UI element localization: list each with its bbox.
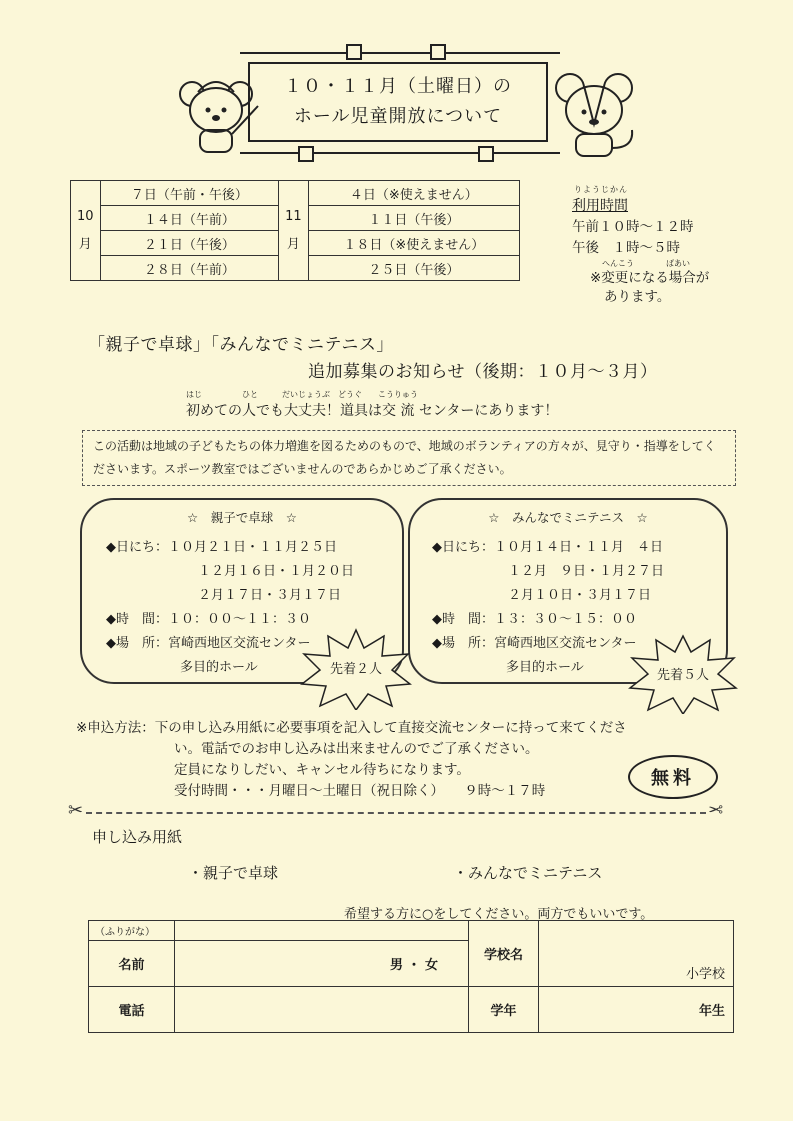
tennis-dates: ◆日にち：１０月１４日・１１月 ４日	[432, 540, 663, 555]
ruby-text: はじ ひと だいじょうぶ どうぐ こうりゅう	[186, 390, 418, 399]
page-title	[248, 62, 548, 142]
scissors-icon: ✂	[68, 800, 84, 821]
date-cell: １１日（午後）	[308, 206, 519, 231]
ruby-text: りようじかん	[574, 185, 628, 194]
usage-note: ※変更になる場合が	[590, 270, 710, 286]
tennis-title: ☆ みんなでミニテニス ☆	[488, 510, 648, 525]
recruit-subtitle: 追加募集のお知らせ（後期：１０月～３月）	[308, 362, 658, 382]
pingpong-dates: ◆日にち：１０月２１日・１１月２５日	[106, 540, 337, 555]
pingpong-place-detail: 多目的ホール	[180, 660, 258, 675]
tennis-time: ◆時 間：１３：３０～１５：００	[432, 612, 637, 627]
school-label: 学校名	[469, 921, 539, 987]
apply-line: い。電話でのお申し込みは出来ませんのでご了承ください。	[174, 741, 539, 757]
apply-line: 定員になりしだい、キャンセル待ちになります。	[174, 762, 470, 778]
phone-field[interactable]	[175, 987, 469, 1033]
banner-post	[478, 146, 494, 162]
title-line-1: １０・１１月（土曜日）の	[284, 76, 512, 97]
date-cell: ２８日（午前）	[100, 256, 279, 281]
month-number: 10	[77, 208, 94, 224]
tennis-place-detail: 多目的ホール	[506, 660, 584, 675]
month-number: 11	[285, 208, 302, 224]
school-field[interactable]	[539, 921, 734, 987]
date-cell: ７日（午前・午後）	[100, 181, 279, 206]
banner-post	[430, 44, 446, 60]
capacity-label: 先着５人	[656, 668, 709, 683]
free-badge: 無料	[628, 755, 718, 799]
usage-pm: 午後 １時～５時	[572, 240, 680, 256]
option-tennis[interactable]: ・みんなでミニテニス	[453, 864, 603, 882]
date-cell: ４日（※使えません）	[308, 181, 519, 206]
furigana-label: （ふりがな）	[89, 921, 175, 941]
month-november	[279, 181, 309, 281]
pingpong-dates: ２月１７日・３月１７日	[198, 588, 342, 603]
phone-label: 電話	[89, 987, 175, 1033]
banner-post	[298, 146, 314, 162]
pingpong-time: ◆時 間：１０：００～１１：３０	[106, 612, 311, 627]
choice-instruction: 希望する方に○をしてください。両方でもいいです。	[344, 907, 654, 922]
application-form	[88, 920, 734, 1033]
school-suffix: 小学校	[685, 967, 725, 982]
month-suffix: 月	[286, 236, 300, 252]
cut-line	[86, 812, 706, 814]
tennis-place: ◆場 所：宮崎西地区交流センター	[432, 636, 637, 651]
name-label: 名前	[89, 941, 175, 987]
name-field[interactable]	[175, 941, 469, 987]
pingpong-dates: １２月１６日・１月２０日	[198, 564, 355, 579]
pingpong-title: ☆ 親子で卓球 ☆	[187, 510, 297, 525]
banner-post	[346, 44, 362, 60]
date-cell: ２１日（午後）	[100, 231, 279, 256]
application-method	[76, 718, 627, 802]
tennis-dates: １２月 ９日・１月２７日	[508, 564, 665, 579]
date-cell: １４日（午前）	[100, 206, 279, 231]
capacity-label: 先着２人	[329, 662, 382, 677]
grade-field[interactable]	[539, 987, 734, 1033]
usage-note: あります。	[604, 289, 671, 305]
capacity-badge-pingpong	[300, 628, 412, 710]
notice-box: この活動は地域の子どもたちの体力増進を図るためのもので、地域のボランティアの方々が、見守り・指導をしてくださいます。スポーツ教室ではございませんのであらかじめご了承ください。	[82, 430, 736, 486]
form-title: 申し込み用紙	[92, 828, 183, 846]
banner-top-rail	[240, 52, 560, 54]
apply-line: ※申込方法：下の申し込み用紙に必要事項を記入して直接交流センターに持って来てくださ	[76, 720, 627, 736]
mouse-mascot-left-icon	[178, 66, 264, 162]
usage-am: 午前１０時～１２時	[572, 219, 694, 235]
option-pingpong[interactable]: ・親子で卓球	[188, 864, 279, 882]
schedule-table	[70, 180, 520, 281]
banner-bottom-rail	[240, 152, 560, 154]
pingpong-place: ◆場 所：宮崎西地区交流センター	[106, 636, 311, 651]
mouse-mascot-right-icon	[548, 64, 640, 164]
month-october	[71, 181, 101, 281]
usage-heading: 利用時間	[572, 198, 628, 214]
apply-line: 受付時間・・・月曜日～土曜日（祝日除く） ９時～１７時	[174, 783, 546, 799]
usage-hours	[572, 196, 709, 307]
recruit-title: 「親子で卓球」「みんなでミニテニス」	[88, 335, 394, 355]
ruby-text: へんこう ばあい	[602, 259, 690, 268]
tennis-dates: ２月１０日・３月１７日	[508, 588, 652, 603]
scissors-icon: ✂	[708, 800, 724, 821]
furigana-field[interactable]	[175, 921, 469, 941]
grade-suffix: 年生	[698, 1004, 725, 1019]
date-cell: １８日（※使えません）	[308, 231, 519, 256]
date-cell: ２５日（午後）	[308, 256, 519, 281]
title-line-2: ホール児童開放について	[293, 106, 503, 127]
gender-choice[interactable]: 男 ・ 女	[389, 958, 438, 973]
capacity-badge-tennis	[628, 634, 738, 714]
grade-label: 学年	[469, 987, 539, 1033]
month-suffix: 月	[78, 236, 92, 252]
recruit-tagline: 初めての人でも大丈夫！道具は交 流 センターにあります！	[186, 403, 559, 419]
